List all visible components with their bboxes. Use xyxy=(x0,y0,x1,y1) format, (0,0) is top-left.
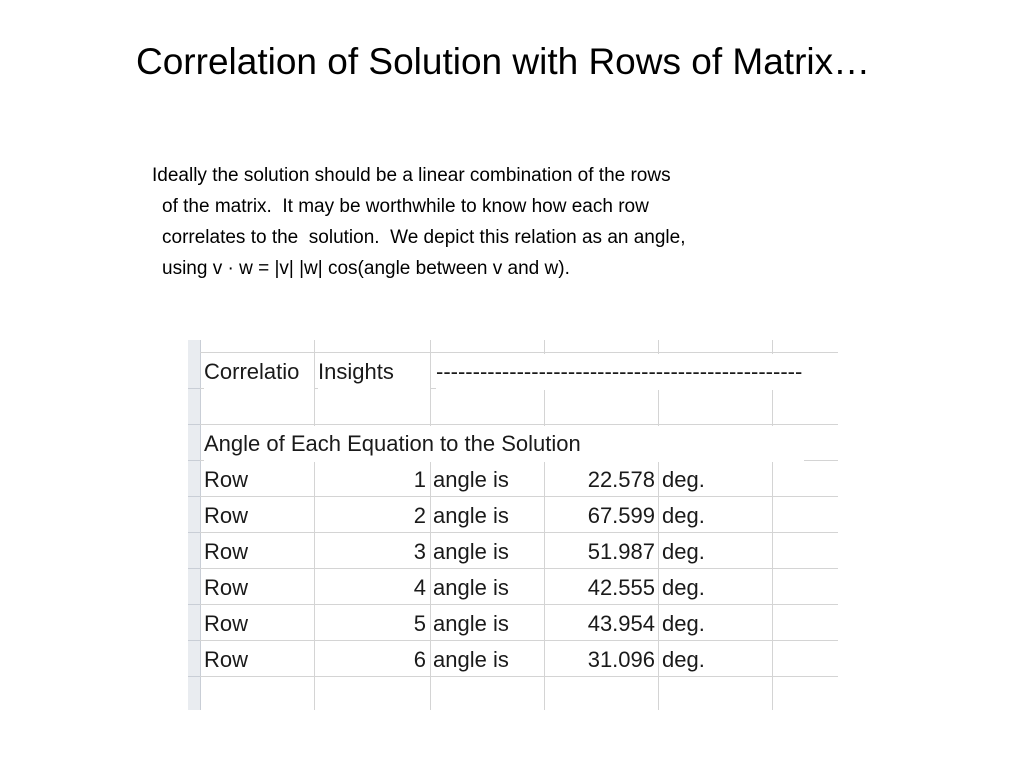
cell-row-phrase: angle is xyxy=(433,611,509,636)
cell-section-heading: Angle of Each Equation to the Solution xyxy=(204,426,804,462)
cell-row-phrase: angle is xyxy=(433,503,509,528)
cell-row-value: 43.954 xyxy=(587,611,655,636)
cell-row-index: 5 xyxy=(413,611,426,636)
cell-row-value: 42.555 xyxy=(587,575,655,600)
body-line-2: of the matrix. It may be worthwhile to know how each row xyxy=(162,196,649,217)
cell-row-label: Row xyxy=(204,647,249,672)
body-line-3: correlates to the solution. We depict this relation as an angle, xyxy=(162,227,686,248)
cell-row-value: 22.578 xyxy=(587,467,655,492)
cell-row-unit: deg. xyxy=(662,575,705,600)
cell-row-unit: deg. xyxy=(662,503,705,528)
slide-body-text xyxy=(152,160,852,284)
cell-row-value: 51.987 xyxy=(587,539,655,564)
cell-row-unit: deg. xyxy=(662,647,705,672)
cell-row-index: 2 xyxy=(413,503,426,528)
cell-row-index: 6 xyxy=(413,647,426,672)
cell-row-label: Row xyxy=(204,503,249,528)
cell-row-value: 31.096 xyxy=(587,647,655,672)
body-line-1: Ideally the solution should be a linear combination of the rows xyxy=(152,165,671,186)
cell-row-index: 4 xyxy=(413,575,426,600)
cell-row-label: Row xyxy=(204,575,249,600)
cell-row-label: Row xyxy=(204,611,249,636)
cell-row-label: Row xyxy=(204,467,249,492)
cell-row-value: 67.599 xyxy=(587,503,655,528)
cell-row-phrase: angle is xyxy=(433,575,509,600)
cell-header-dashes: -------------------------------------------------- xyxy=(436,354,838,390)
cell-row-unit: deg. xyxy=(662,539,705,564)
cell-row-unit: deg. xyxy=(662,611,705,636)
cell-row-label: Row xyxy=(204,539,249,564)
cell-row-phrase: angle is xyxy=(433,647,509,672)
cell-row-phrase: angle is xyxy=(433,539,509,564)
cell-row-phrase: angle is xyxy=(433,467,509,492)
cell-row-index: 1 xyxy=(413,467,426,492)
cell-header-b: Insights xyxy=(318,354,430,390)
spreadsheet-screenshot xyxy=(188,340,838,710)
cell-row-index: 3 xyxy=(413,539,426,564)
slide-title: Correlation of Solution with Rows of Matrix… xyxy=(136,41,871,82)
cell-row-unit: deg. xyxy=(662,467,705,492)
cell-header-a: Correlatio xyxy=(204,354,314,390)
row-header-bar xyxy=(188,340,201,710)
body-line-4: using v · w = |v| |w| cos(angle between v and w). xyxy=(162,258,570,279)
